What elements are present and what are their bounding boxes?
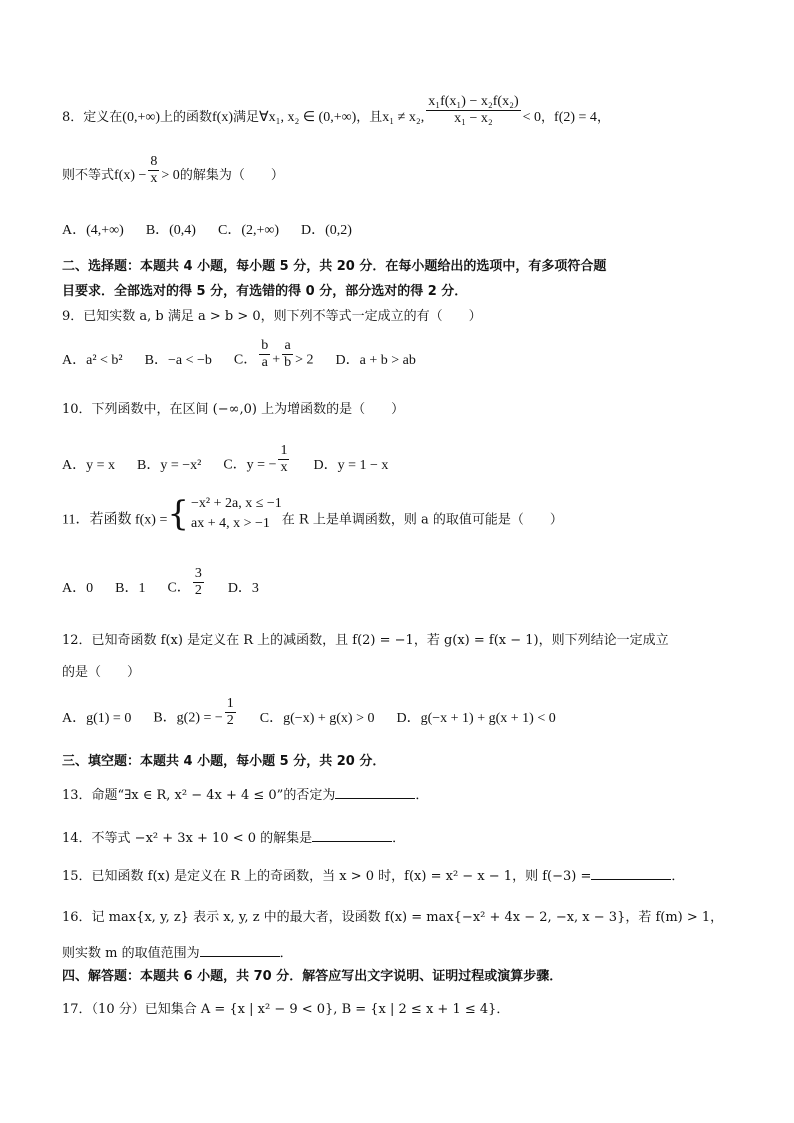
- q8-ineq: f(x) −: [114, 168, 147, 183]
- q11-option-b: B．1: [115, 580, 146, 596]
- section2-heading-line2: 目要求．全部选对的得 5 分，有选错的得 0 分，部分选对的得 2 分．: [62, 284, 468, 299]
- q8-option-b: B．(0,4): [145, 223, 196, 238]
- q16-text: 则实数 m 的取值范围为: [62, 946, 200, 961]
- q8-text: 则不等式: [62, 168, 115, 183]
- q8-line2: [62, 154, 284, 187]
- q11-case2: ax + 4, x > −1: [191, 516, 270, 531]
- q8-option-d: D．(0,2): [301, 223, 352, 238]
- q11-frac-num: 3: [194, 566, 202, 581]
- q9-option-c: [233, 338, 314, 371]
- q12-option-a: A．g(1) = 0: [62, 710, 132, 726]
- q11-post: 在 R 上是单调函数，则 a 的取值可能是（ ）: [281, 512, 563, 528]
- q9-plus: +: [272, 352, 281, 368]
- q9-frac2: [282, 338, 293, 371]
- q8-text: 8．定义在: [62, 110, 123, 125]
- q11-frac-den: 2: [194, 583, 202, 598]
- q14-period: ．: [392, 831, 406, 846]
- q10-frac-num: 1: [280, 443, 288, 458]
- q8-frac2-den: x: [150, 171, 158, 186]
- q15: [62, 867, 684, 886]
- q9-option-b: B．−a < −b: [144, 352, 212, 368]
- q11-option-c: [167, 566, 205, 599]
- q12-option-b-label: B．g(2) = −: [153, 710, 223, 726]
- q8-frac-num: x₁f(x₁) − x₂f(x₂): [428, 94, 519, 109]
- q8-option-a: A．(4,+∞): [62, 223, 124, 238]
- q11-option-a: A．0: [62, 580, 94, 596]
- q9-frac2-den: b: [284, 355, 292, 370]
- q9-frac1-den: a: [261, 355, 268, 370]
- answer-blank[interactable]: [335, 786, 415, 799]
- q12-option-c: C．g(−x) + g(x) > 0: [259, 710, 375, 726]
- q12-option-d: D．g(−x + 1) + g(x + 1) < 0: [396, 710, 556, 726]
- q8-lt0: < 0: [522, 110, 542, 125]
- q9-option-a: A．a² < b²: [62, 352, 123, 368]
- q11-case1: −x² + 2a, x ≤ −1: [191, 496, 282, 511]
- section4-heading: 四、解答题：本题共 6 小题，共 70 分．解答应写出文字说明、证明过程或演算步骤．: [62, 969, 563, 984]
- q16-line1: 16．记 max{x, y, z} 表示 x, y, z 中的最大者，设函数 f(x) = max{−x² + 4x − 2, −x, x − 3}，若 f(m) > 1，: [62, 910, 724, 925]
- q10-frac-den: x: [280, 460, 288, 475]
- q12-frac-den: 2: [226, 713, 234, 728]
- q9-frac1: [259, 338, 270, 371]
- q16-period: ．: [279, 946, 293, 961]
- q9-frac1-num: b: [261, 338, 269, 353]
- q12-frac-num: 1: [226, 696, 234, 711]
- q9-option-d: D．a + b > ab: [335, 352, 416, 368]
- q10-option-b: B．y = −x²: [137, 457, 202, 473]
- q8-text: 的解集为（ ）: [179, 168, 284, 183]
- q17: 17．（10 分）已知集合 A = {x | x² − 9 < 0}, B = {x | 2 ≤ x + 1 ≤ 4}．: [62, 1002, 510, 1017]
- q8-frac-den: x₁ − x₂: [454, 111, 493, 126]
- q13-period: ．: [415, 788, 429, 803]
- q8-frac2-num: 8: [150, 154, 158, 169]
- q12-options: [62, 696, 578, 729]
- q15-text: 15．已知函数 f(x) 是定义在 R 上的奇函数，当 x > 0 时，f(x) = x² − x − 1，则 f(−3) =: [62, 869, 592, 884]
- q8-ineq: > 0: [161, 168, 180, 183]
- q10-option-c: [223, 443, 291, 476]
- q8-text: ，: [541, 110, 555, 125]
- q8-text: 上的函数: [159, 110, 212, 125]
- q8-text: ，: [596, 110, 610, 125]
- q10-option-d: D．y = 1 − x: [313, 457, 389, 473]
- q8-option-c: C．(2,+∞): [217, 223, 280, 238]
- q11-piecewise: [167, 494, 281, 534]
- q12-line1: 12．已知奇函数 f(x) 是定义在 R 上的减函数，且 f(2) = −1，若 g(x) = f(x − 1)，则下列结论一定成立: [62, 633, 669, 648]
- q11-stem: [62, 494, 563, 534]
- q8-text: ，且: [356, 110, 383, 125]
- q11-cases: [191, 494, 282, 534]
- q12-line2: 的是（ ）: [62, 665, 141, 680]
- q15-period: ．: [671, 869, 685, 884]
- q14-text: 14．不等式 −x² + 3x + 10 < 0 的解集是: [62, 831, 313, 846]
- q10-frac: [278, 443, 289, 476]
- q10-option-c-label: C．y = −: [223, 457, 277, 473]
- q8-fraction: [426, 94, 520, 127]
- q11-options: [62, 566, 281, 599]
- q13-text: 13．命题“∃x ∈ R, x² − 4x + 4 ≤ 0”的否定为: [62, 788, 336, 803]
- q16-line2: [62, 944, 293, 963]
- q9-options: [62, 338, 438, 371]
- q11-frac: [193, 566, 204, 599]
- q8-line1: [62, 94, 610, 127]
- q14: [62, 829, 405, 848]
- section2-heading-line1: 二、选择题：本题共 4 小题，每小题 5 分，共 20 分．在每小题给出的选项中，有多项符合题: [62, 259, 607, 274]
- q11-pre: 11．若函数 f(x) =: [62, 512, 168, 528]
- q10-stem: 10．下列函数中，在区间 (−∞,0) 上为增函数的是（ ）: [62, 402, 405, 417]
- q9-option-c-rest: > 2: [295, 352, 314, 368]
- q10-option-a: A．y = x: [62, 457, 116, 473]
- q9-frac2-num: a: [282, 338, 293, 355]
- section3-heading: 三、填空题：本题共 4 小题，每小题 5 分，共 20 分．: [62, 754, 386, 769]
- q9-option-c-label: C．: [233, 352, 258, 368]
- q12-frac: [225, 696, 236, 729]
- answer-blank[interactable]: [591, 867, 671, 880]
- q10-options: [62, 443, 410, 476]
- q11-option-c-label: C．: [167, 580, 191, 596]
- q8-fraction2: [148, 154, 159, 187]
- q8-neq: x₁ ≠ x₂,: [382, 110, 425, 125]
- brace-icon: {: [167, 494, 190, 534]
- answer-blank[interactable]: [200, 944, 280, 957]
- q8-f2: f(2) = 4: [554, 110, 597, 125]
- q13: [62, 786, 428, 805]
- q12-option-b: [153, 696, 237, 729]
- q11-option-d: D．3: [227, 580, 259, 596]
- q8-text: 满足: [233, 110, 260, 125]
- q8-fx: f(x): [212, 110, 233, 125]
- answer-blank[interactable]: [312, 829, 392, 842]
- q8-options: [62, 222, 374, 240]
- q8-forall: ∀x₁, x₂ ∈ (0,+∞): [259, 110, 357, 125]
- q8-domain: (0,+∞): [122, 110, 160, 125]
- q9-stem: 9．已知实数 a, b 满足 a > b > 0，则下列不等式一定成立的有（ ）: [62, 309, 482, 324]
